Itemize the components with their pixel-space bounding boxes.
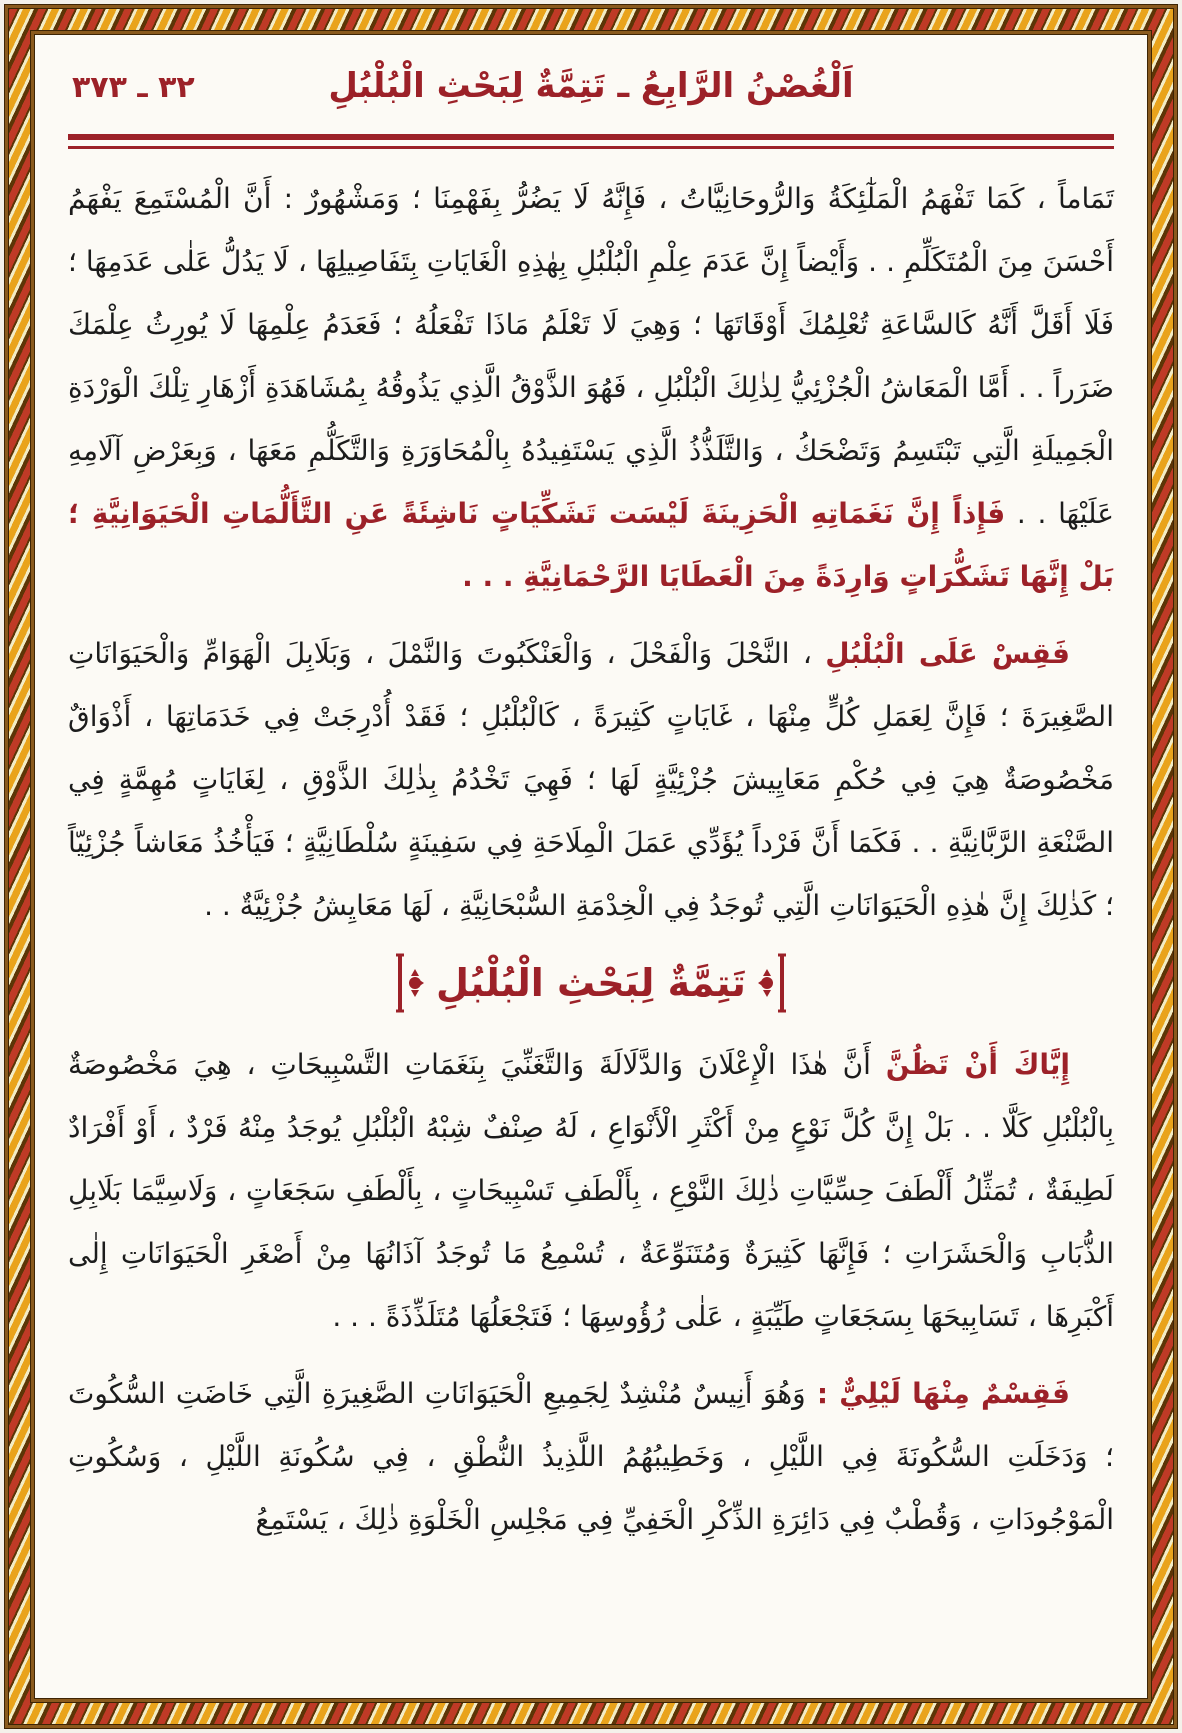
paragraph [68, 1033, 1114, 1348]
text-segment: فَقِسْمٌ مِنْهَا لَيْلِيٌّ : [805, 1377, 1070, 1410]
text-segment: وَهُوَ أَنِيسٌ مُنْشِدٌ لِجَمِيعِ الْحَيَوَانَاتِ الصَّغِيرَةِ الَّتِي خَاضَتِ السُّكُوتَ ؛ وَدَخَلَتِ السُّكُونَةَ فِي اللَّيْلِ ، وَخَطِيبُهُمُ اللَّذِيذُ النُّطْقِ ، فِي سُكُونَةِ اللَّيْلِ ، وَسُكُوتِ الْمَوْجُودَاتِ ، وَقُطْبٌ فِي دَائِرَةِ الذِّكْرِ الْخَفِيِّ فِي مَجْلِسِ الْخَلْوَةِ ذٰلِكَ ، يَسْتَمِعُ [68, 1377, 1114, 1536]
text-segment: فَإِذاً إِنَّ نَغَمَاتِهِ الْحَزِينَةَ لَيْسَت تَشَكِّيَاتٍ نَاشِئَةً عَنِ التَّأَلُّمَاتِ الْحَيَوَانِيَّةِ ؛ بَلْ إِنَّهَا تَشَكُّرَاتٍ وَارِدَةً مِنَ الْعَطَايَا الرَّحْمَانِيَّةِ . . . [68, 497, 1114, 593]
paragraph [68, 1362, 1114, 1551]
section-heading [68, 951, 1114, 1015]
double-rule-divider [68, 134, 1114, 149]
paragraph [68, 167, 1114, 608]
body-text [68, 167, 1114, 1551]
paragraph [68, 622, 1114, 937]
text-segment: فَقِسْ عَلَى الْبُلْبُلِ [825, 637, 1070, 670]
text-segment: ، النَّحْلَ وَالْفَحْلَ ، وَالْعَنْكَبُوتَ وَالنَّمْلَ ، وَبَلَابِلَ الْهَوَامِّ وَالْحَيَوَانَاتِ الصَّغِيرَةَ ؛ فَإِنَّ لِعَمَلِ كُلٍّ مِنْهَا ، غَايَاتٍ كَثِيرَةً ، كَالْبُلْبُلِ ؛ فَقَدْ أُدْرِجَتْ فِي خَدَمَاتِهَا ، أَذْوَاقٌ مَخْصُوصَةٌ هِيَ فِي حُكْمِ مَعَايِيشَ جُزْئِيَّةٍ لَهَا ؛ فَهِيَ تَخْدُمُ بِذٰلِكَ الذَّوْقِ ، لِغَايَاتٍ مُهِمَّةٍ فِي الصَّنْعَةِ الرَّبَّانِيَّةِ . . فَكَمَا أَنَّ فَرْداً يُؤَدِّي عَمَلَ الْمِلَاحَةِ فِي سَفِينَةٍ سُلْطَانِيَّةٍ ؛ فَيَأْخُذُ مَعَاشاً جُزْئِيّاً ؛ كَذٰلِكَ إِنَّ هٰذِهِ الْحَيَوَانَاتِ الَّتِي تُوجَدُ فِي الْخِدْمَةِ السُّبْحَانِيَّةِ ، لَهَا مَعَايِشُ جُزْئِيَّةٌ . . [68, 637, 1114, 922]
content-area [31, 31, 1151, 1702]
heading-ornament-icon [756, 951, 790, 1015]
page-title: اَلْغُصْنُ الرَّابِعُ ـ تَتِمَّةٌ لِبَحْثِ الْبُلْبُلِ [328, 66, 854, 106]
page-header [68, 48, 1114, 132]
text-segment: تَمَاماً ، كَمَا تَفْهَمُ الْمَلٰٓئِكَةُ وَالرُّوحَانِيَّاتُ ، فَإِنَّهُ لَا يَضُرُّ بِفَهْمِنَا ؛ وَمَشْهُورٌ : أَنَّ الْمُسْتَمِعَ يَفْهَمُ أَحْسَنَ مِنَ الْمُتَكَلِّمِ . . وَأَيْضاً إِنَّ عَدَمَ عِلْمِ الْبُلْبُلِ بِهٰذِهِ الْغَايَاتِ بِتَفَاصِيلِهَا ، لَا يَدُلُّ عَلٰى عَدَمِهَا ؛ فَلَا أَقَلَّ أَنَّهُ كَالسَّاعَةِ تُعْلِمُكَ أَوْقَاتَهَا ؛ وَهِيَ لَا تَعْلَمُ مَاذَا تَفْعَلُهُ ؛ فَعَدَمُ عِلْمِهَا لَا يُورِثُ عِلْمَكَ ضَرَراً . . أَمَّا الْمَعَاشُ الْجُزْئِيُّ لِذٰلِكَ الْبُلْبُلِ ، فَهُوَ الذَّوْقُ الَّذِي يَذُوقُهُ بِمُشَاهَدَةِ أَزْهَارِ تِلْكَ الْوَرْدَةِ الْجَمِيلَةِ الَّتِي تَبْتَسِمُ وَتَضْحَكُ ، وَالتَّلَذُّذُ الَّذِي يَسْتَفِيدُهُ بِالْمُحَاوَرَةِ وَالتَّكَلُّمِ مَعَهَا ، وَبِعَرْضِ آلَامِهِ عَلَيْهَا . . [68, 182, 1114, 530]
text-segment: أَنَّ هٰذَا الْإِعْلَانَ وَالدَّلَالَةَ وَالتَّغَنِّيَ بِنَغَمَاتِ التَّسْبِيحَاتِ ، هِيَ مَخْصُوصَةٌ بِالْبُلْبُلِ كَلَّا . . بَلْ إِنَّ كُلَّ نَوْعٍ مِنْ أَكْثَرِ الْأَنْوَاعِ ، لَهُ صِنْفٌ شِبْهُ الْبُلْبُلِ يُوجَدُ مِنْهُ فَرْدٌ ، أَوْ أَفْرَادٌ لَطِيفَةٌ ، تُمَثِّلُ أَلْطَفَ حِسِّيَّاتِ ذٰلِكَ النَّوْعِ ، بِأَلْطَفِ تَسْبِيحَاتٍ ، بِأَلْطَفِ سَجَعَاتٍ ، وَلَاسِيَّمَا بَلَابِلِ الذُّبَابِ وَالْحَشَرَاتِ ؛ فَإِنَّهَا كَثِيرَةٌ وَمُتَنَوِّعَةٌ ، تُسْمِعُ مَا تُوجَدُ آذَانُهَا مِنْ أَصْغَرِ الْحَيَوَانَاتِ إِلٰى أَكْبَرِهَا ، تَسَابِيحَهَا بِسَجَعَاتٍ طَيِّبَةٍ ، عَلٰى رُؤُوسِهَا ؛ فَتَجْعَلُهَا مُتَلَذِّذَةً . . . [68, 1048, 1114, 1333]
text-segment: إِيَّاكَ أَنْ تَظُنَّ [885, 1048, 1070, 1081]
section-heading-text: تَتِمَّةٌ لِبَحْثِ الْبُلْبُلِ [436, 960, 746, 1005]
page-number: ٣٢ ـ ٣٧٣ [72, 70, 195, 105]
heading-ornament-icon [392, 951, 426, 1015]
